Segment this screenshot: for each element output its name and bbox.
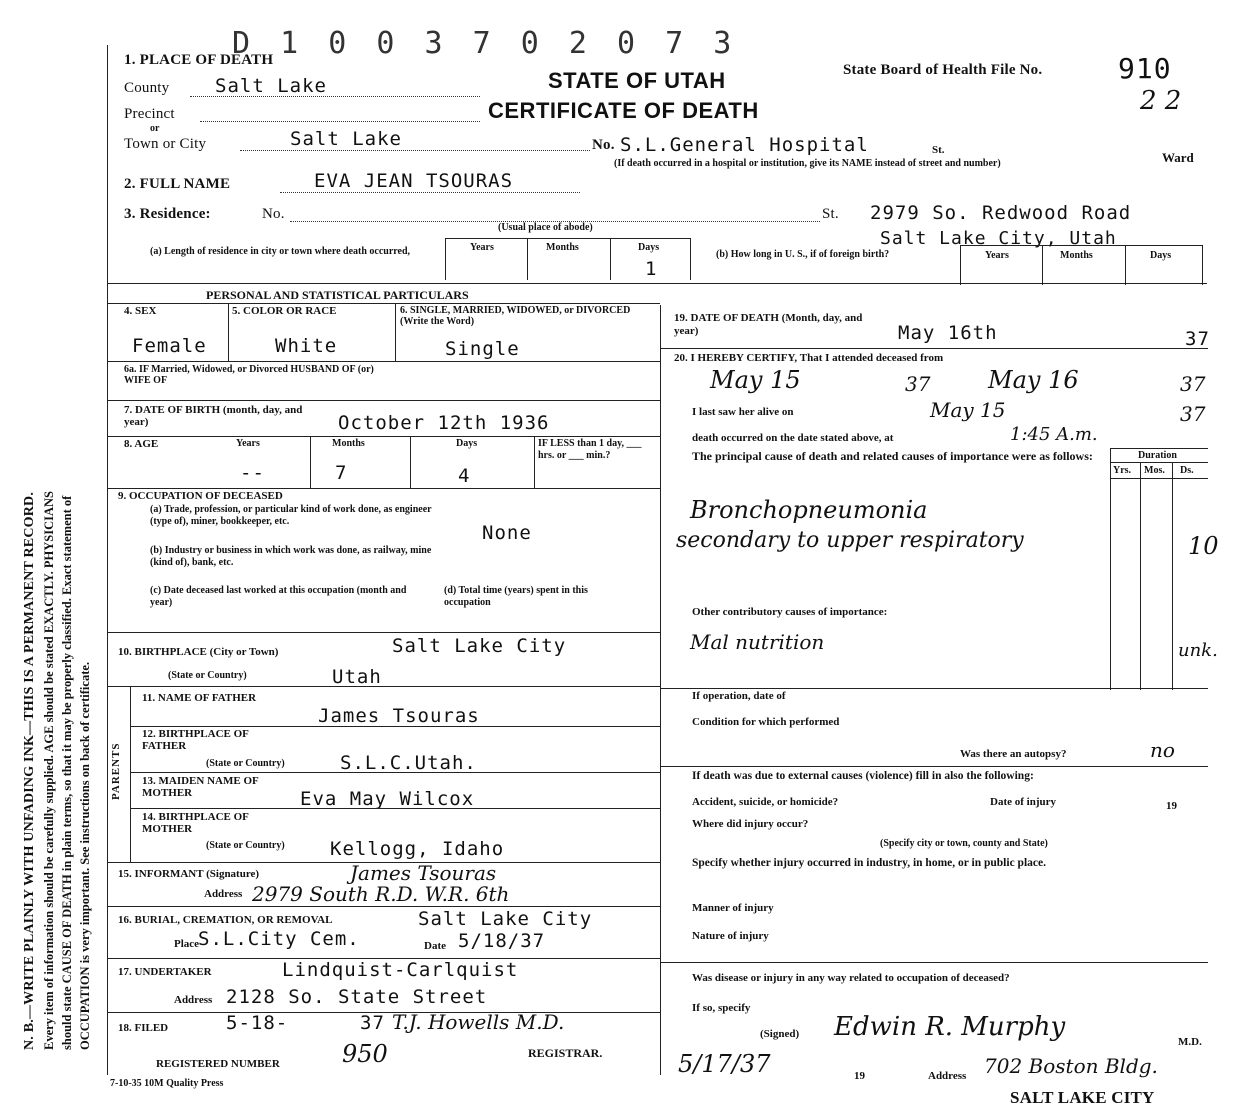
occupation-c: (c) Date deceased last worked at this occupation (month and year) [150, 585, 407, 608]
burial-place-label: Place [174, 938, 200, 950]
race-label: 5. COLOR OR RACE [232, 305, 337, 317]
phys-address-label: Address [928, 1070, 967, 1082]
column-divider [660, 305, 661, 1075]
institution-note: (If death occurred in a hospital or institution, give its NAME instead of street and number) [614, 158, 1001, 169]
signed-label: (Signed) [760, 1028, 800, 1040]
margin-instruction-4: OCCUPATION is very important. See instructions on back of certificate. [78, 661, 92, 1050]
father-birthplace-label: 12. BIRTHPLACE OF FATHER [142, 728, 249, 752]
specify-city-label: (Specify city or town, county and State) [880, 838, 1048, 849]
filed-label: 18. FILED [118, 1022, 169, 1034]
no-label: No. [592, 137, 615, 153]
residence-street: 2979 So. Redwood Road [870, 202, 1132, 224]
foreign-days: Days [1150, 250, 1172, 261]
sign-date: 5/17/37 [678, 1050, 771, 1078]
dod-label: 19. DATE OF DEATH (Month, day, and year) [674, 312, 863, 337]
occupation-a: (a) Trade, profession, or particular kind of work done, as engineer (type of), miner, bookkeeper, etc. [150, 504, 432, 527]
injury-year-label: 19 [1166, 800, 1177, 812]
informant-address: 2979 South R.D. W.R. 6th [252, 882, 510, 906]
mother-value: Eva May Wilcox [300, 788, 475, 810]
burial-date-label: Date [424, 940, 446, 952]
other-causes-duration: unk. [1178, 640, 1218, 661]
personal-heading: PERSONAL AND STATISTICAL PARTICULARS [206, 288, 469, 302]
sex-value: Female [132, 335, 207, 357]
nature-label: Nature of injury [692, 930, 769, 942]
st-label: St. [932, 144, 945, 156]
length-label: (a) Length of residence in city or town where death occurred, [150, 246, 411, 257]
if-less-label: IF LESS than 1 day, ___ hrs. or ___ min.? [538, 438, 642, 461]
undertaker-label: 17. UNDERTAKER [118, 966, 212, 978]
age-years-label: Years [236, 438, 260, 449]
state-title: STATE OF UTAH [548, 68, 726, 93]
father-value: James Tsouras [318, 705, 480, 727]
age-months-label: Months [332, 438, 365, 449]
registrar-label: REGISTRAR. [528, 1046, 603, 1060]
usual-abode: (Usual place of abode) [498, 222, 593, 233]
mother-birthplace-value: Kellogg, Idaho [330, 838, 505, 860]
burial-label: 16. BURIAL, CREMATION, OR REMOVAL [118, 914, 333, 926]
injury-date-label: Date of injury [990, 796, 1056, 808]
accident-label: Accident, suicide, or homicide? [692, 796, 839, 808]
residence-city: Salt Lake City, Utah [880, 228, 1117, 249]
margin-instruction-2: Every item of information should be carefully supplied. AGE should be stated EXACTLY. PHYSICIANS [42, 491, 56, 1050]
bottom-stamp: SALT LAKE CITY [1010, 1088, 1155, 1107]
name-value: EVA JEAN TSOURAS [314, 170, 514, 192]
cause-heading: The principal cause of death and related causes of importance were as follows: [692, 449, 1093, 463]
occupation-d: (d) Total time (years) spent in this occupation [444, 585, 588, 608]
parents-label: PARENTS [110, 742, 122, 800]
cause-duration: 10 [1188, 532, 1219, 560]
mother-state-label: (State or Country) [206, 840, 285, 851]
registrar-signature: T.J. Howells M.D. [392, 1010, 565, 1034]
file-no-label: State Board of Health File No. [843, 62, 1043, 78]
last-saw-label: I last saw her alive on [692, 406, 794, 418]
marital-label: 6. SINGLE, MARRIED, WIDOWED, or DIVORCED (Write the Word) [400, 305, 631, 327]
father-birthplace-value: S.L.C.Utah. [340, 752, 477, 774]
manner-label: Manner of injury [692, 902, 774, 914]
filed-value: 5-18- [226, 1012, 289, 1034]
duration-yrs: Yrs. [1113, 465, 1132, 476]
county-label: County [124, 80, 170, 96]
other-causes-label: Other contributory causes of importance: [692, 606, 888, 618]
birth-state-value: Utah [332, 666, 382, 688]
county-value: Salt Lake [215, 75, 327, 97]
foreign-label: (b) How long in U. S., if of foreign birth? [716, 249, 890, 260]
informant-label: 15. INFORMANT (Signature) [118, 868, 260, 880]
age-days-value: 4 [458, 465, 471, 487]
death-time: 1:45 A.m. [1010, 424, 1098, 445]
file-no-sub: 2 2 [1140, 86, 1182, 116]
last-saw-year: 37 [1180, 402, 1206, 426]
condition-label: Condition for which performed [692, 716, 840, 728]
sex-label: 4. SEX [124, 305, 157, 317]
attended-to-year: 37 [1180, 372, 1206, 396]
birthplace-value: Salt Lake City [392, 635, 567, 657]
length-months: Months [546, 242, 579, 253]
other-causes-value: Mal nutrition [690, 630, 825, 654]
autopsy-label: Was there an autopsy? [960, 748, 1067, 760]
town-label: Town or City [124, 136, 207, 152]
mother-label: 13. MAIDEN NAME OF MOTHER [142, 775, 259, 799]
residence-label: 3. Residence: [124, 206, 211, 222]
margin-instruction-1: N. B.—WRITE PLAINLY WITH UNFADING INK—THIS IS A PERMANENT RECORD. [22, 491, 37, 1050]
form-left-border [107, 45, 108, 1075]
md-label: M.D. [1178, 1036, 1202, 1048]
attended-from-year: 37 [905, 372, 931, 396]
cause-primary: Bronchopneumonia [690, 496, 928, 524]
age-label: 8. AGE [124, 438, 159, 450]
father-label: 11. NAME OF FATHER [142, 692, 257, 704]
document-title: CERTIFICATE OF DEATH [488, 98, 759, 123]
occupation-value: None [482, 522, 532, 544]
external-label: If death was due to external causes (violence) fill in also the following: [692, 770, 1034, 782]
dod-year: 37 [1185, 328, 1210, 350]
race-value: White [275, 335, 338, 357]
autopsy-value: no [1150, 738, 1175, 762]
mother-birthplace-label: 14. BIRTHPLACE OF MOTHER [142, 811, 249, 835]
residence-no: No. [262, 206, 285, 222]
institution-value: S.L.General Hospital [620, 134, 869, 156]
dob-label: 7. DATE OF BIRTH (month, day, and year) [124, 404, 303, 428]
name-label: 2. FULL NAME [124, 176, 231, 192]
phys-address: 702 Boston Bldg. [984, 1054, 1158, 1078]
age-days-label: Days [456, 438, 478, 449]
certify-label: 20. I HEREBY CERTIFY, That I attended deceased from [674, 352, 944, 364]
length-days: Days [638, 242, 660, 253]
age-years-value: -- [240, 462, 265, 484]
duration-mos: Mos. [1144, 465, 1165, 476]
precinct-label: Precinct [124, 106, 175, 122]
last-saw-date: May 15 [930, 398, 1006, 422]
residence-st: St. [822, 206, 839, 222]
dod-value: May 16th [898, 322, 998, 344]
father-state-label: (State or Country) [206, 758, 285, 769]
marital-value: Single [445, 338, 520, 360]
duration-label: Duration [1138, 450, 1177, 461]
reg-number-value: 950 [342, 1040, 388, 1068]
reg-number-label: REGISTERED NUMBER [156, 1058, 280, 1070]
birth-state-label: (State or Country) [168, 670, 247, 681]
undertaker-value: Lindquist-Carlquist [282, 959, 519, 981]
burial-date-value: 5/18/37 [458, 930, 546, 952]
foreign-months: Months [1060, 250, 1093, 261]
informant-signature: James Tsouras [350, 861, 497, 885]
certificate-serial: D 1 0 0 3 7 0 2 0 7 3 [232, 26, 738, 61]
margin-instruction-3: should state CAUSE OF DEATH in plain terms, so that it may be properly classified. Exact statement of [60, 495, 74, 1050]
birthplace-label: 10. BIRTHPLACE (City or Town) [118, 646, 279, 658]
town-value: Salt Lake [290, 128, 402, 150]
where-label: Where did injury occur? [692, 818, 809, 830]
dob-value: October 12th 1936 [338, 412, 550, 434]
occurred-label: death occurred on the date stated above, at [692, 432, 894, 444]
printer-footer: 7-10-35 10M Quality Press [110, 1078, 224, 1089]
sign-year-label: 19 [854, 1070, 865, 1082]
or-label: or [150, 123, 160, 134]
occupation-b: (b) Industry or business in which work was done, as railway, mine (kind of), bank, etc. [150, 545, 432, 568]
filed-year: 37 [360, 1012, 385, 1034]
occupation-question: Was disease or injury in any way related to occupation of deceased? [692, 972, 1010, 984]
undertaker-address-label: Address [174, 994, 213, 1006]
specify-industry-label: Specify whether injury occurred in industry, in home, or in public place. [692, 857, 1046, 869]
occupation-label: 9. OCCUPATION OF DECEASED [118, 490, 283, 502]
physician-signature: Edwin R. Murphy [834, 1012, 1066, 1042]
duration-ds: Ds. [1180, 465, 1194, 476]
place-heading: 1. PLACE OF DEATH [124, 52, 274, 68]
attended-from: May 15 [710, 366, 801, 394]
operation-label: If operation, date of [692, 690, 786, 702]
age-months-value: 7 [335, 462, 348, 484]
foreign-years: Years [985, 250, 1009, 261]
length-years: Years [470, 242, 494, 253]
file-no: 910 [1118, 52, 1172, 85]
burial-value: Salt Lake City [418, 908, 593, 930]
if-so-label: If so, specify [692, 1002, 751, 1014]
length-days-value: 1 [645, 258, 658, 280]
spouse-label: 6a. IF Married, Widowed, or Divorced HUSBAND OF (or) WIFE OF [124, 364, 374, 386]
burial-place-value: S.L.City Cem. [198, 928, 360, 950]
attended-to: May 16 [988, 366, 1079, 394]
informant-address-label: Address [204, 888, 243, 900]
undertaker-address: 2128 So. State Street [226, 986, 488, 1008]
cause-secondary: secondary to upper respiratory [676, 528, 1024, 553]
ward-label: Ward [1162, 150, 1194, 165]
